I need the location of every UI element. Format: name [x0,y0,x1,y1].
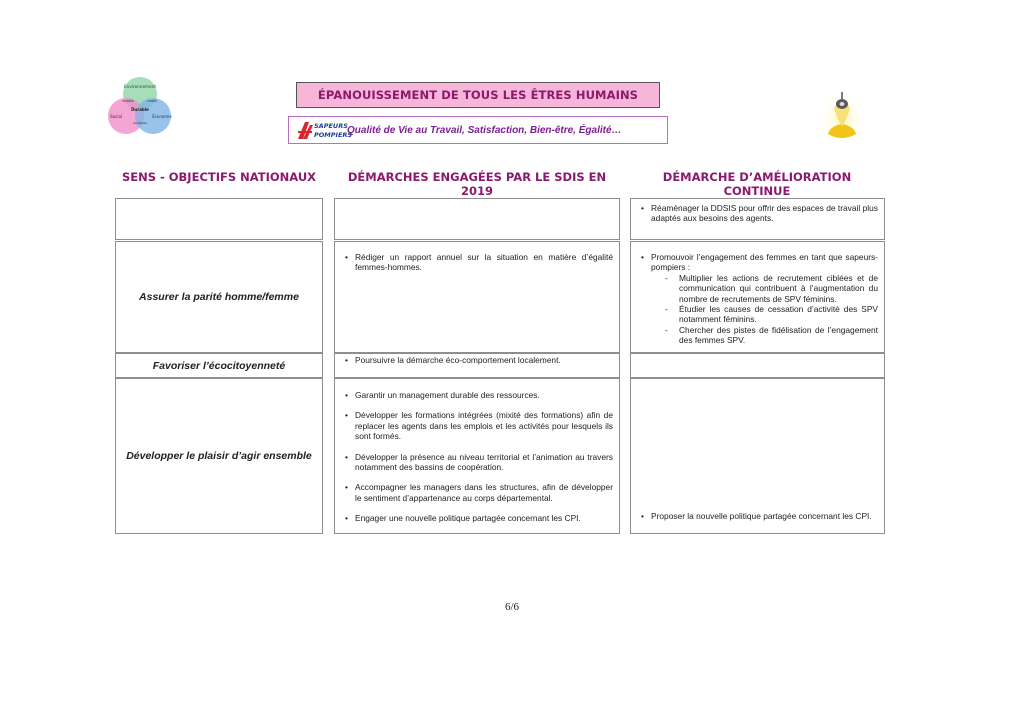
objective-label: Assurer la parité homme/femme [139,291,299,303]
column-header-objectives: SENS - OBJECTIFS NATIONAUX [121,170,317,184]
objective-label: Développer le plaisir d’agir ensemble [126,450,312,462]
venn-label-economy: Économie [152,114,172,119]
amelioration-cell-row4 [630,378,885,534]
page-number: 6/6 [504,601,520,613]
lamp-icon [820,86,864,142]
sub-list-item: - Chercher des pistes de fidélisation de l’engagement des femmes SPV. [679,325,878,346]
page-subtitle: Qualité de Vie au Travail, Satisfaction, Bien-être, Égalité… [347,124,622,136]
objective-label: Favoriser l’écocitoyenneté [152,359,286,372]
column-header-amelioration: DÉMARCHE D’AMÉLIORATION CONTINUE [662,170,852,198]
demarches-cell-row2 [334,241,620,353]
venn-label-equitable: équitable [132,121,148,125]
svg-text:SAPEURS: SAPEURS [314,122,348,130]
objective-cell-row2 [115,241,323,353]
list-item: • Proposer la nouvelle politique partagée concernant les CPI. [651,511,878,521]
demarches-cell-row1 [334,198,620,240]
amelioration-cell-row1 [630,198,885,240]
svg-text:POMPIERS: POMPIERS [314,131,353,139]
demarches-cell-row4 [334,378,620,534]
demarches-cell-row3 [334,353,620,378]
objective-cell-row1 [115,198,323,240]
amelioration-cell-row3 [630,353,885,378]
subtitle-banner [288,116,668,144]
list-item: • Engager une nouvelle politique partagée concernant les CPI. [355,513,613,523]
list-item: • Accompagner les managers dans les structures, afin de développer le sentiment d’appartenance au corps départemental. [355,482,613,503]
list-item: • Rédiger un rapport annuel sur la situation en matière d’égalité femmes-hommes. [355,252,613,273]
sapeurs-pompiers-logo [295,119,353,141]
venn-label-vivable: vivable [122,99,134,103]
sustainability-venn-logo [104,76,176,138]
list-item: • Développer les formations intégrées (mixité des formations) afin de replacer les agents dans les emplois et les activités pour lesquels ils sont formés. [355,410,613,441]
list-item: • Développer la présence au niveau territorial et l’animation au travers notamment des bassins de coopération. [355,452,613,473]
venn-label-environment: Environnement [124,84,156,89]
sub-list-item: - Étudier les causes de cessation d’activité des SPV notamment féminins. [679,304,878,325]
list-item: • Promouvoir l’engagement des femmes en tant que sapeurs-pompiers : - Multiplier les actions de recrutement ciblées et de communication qui contribuent à l’augmentation du nombre de recrutements de SPV féminins. - Étudier les causes de cessation d’activité des SPV notamment féminins. - Chercher des pistes de fidélisation de l’engagement des femmes SPV. [651,252,878,346]
venn-label-durable: Durable [131,107,149,112]
objective-cell-row4 [115,378,323,534]
list-item: • Garantir un management durable des ressources. [355,390,613,400]
venn-label-social: Social [110,114,122,119]
objective-cell-row3 [115,353,323,378]
column-header-demarches: DÉMARCHES ENGAGÉES PAR LE SDIS EN 2019 [347,170,607,198]
list-item: • Poursuivre la démarche éco-comportement localement. [355,355,613,365]
page-title: ÉPANOUISSEMENT DE TOUS LES ÊTRES HUMAINS [317,88,639,102]
list-item: • Réaménager la DDSIS pour offrir des espaces de travail plus adaptés aux besoins des agents. [651,203,878,224]
amelioration-cell-row2 [630,241,885,353]
venn-label-viable: viable [147,99,157,103]
sub-list-item: - Multiplier les actions de recrutement ciblées et de communication qui contribuent à l’augmentation du nombre de recrutements de SPV féminins. [679,273,878,304]
page-title-banner [296,82,660,108]
